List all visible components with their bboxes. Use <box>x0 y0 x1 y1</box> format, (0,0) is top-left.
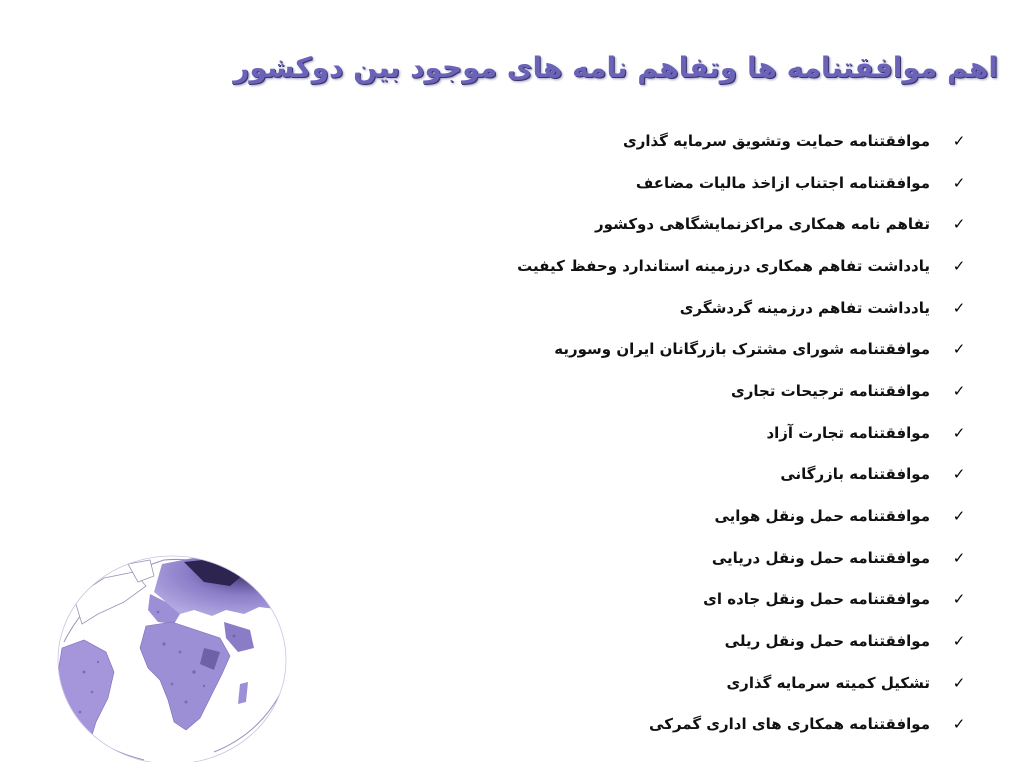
list-item-label: موافقتنامه تجارت آزاد <box>766 423 930 442</box>
list-item-label: موافقتنامه بازرگانی <box>780 465 930 484</box>
list-item <box>410 579 970 621</box>
list-item <box>410 245 970 287</box>
list-item-label: موافقتنامه حمل ونقل دریایی <box>711 548 930 567</box>
check-icon: ✓ <box>952 340 966 359</box>
globe-icon <box>54 552 294 762</box>
check-icon: ✓ <box>952 256 966 275</box>
list-item <box>410 162 970 204</box>
check-icon: ✓ <box>952 215 966 234</box>
list-item-label: موافقتنامه همکاری های اداری گمرکی <box>649 715 930 734</box>
list-item <box>410 370 970 412</box>
list-item <box>410 704 970 746</box>
check-icon: ✓ <box>952 423 966 442</box>
list-item <box>410 620 970 662</box>
list-item-label: موافقتنامه حمایت وتشویق سرمایه گذاری <box>622 131 930 150</box>
check-icon: ✓ <box>952 381 966 400</box>
list-item <box>410 328 970 370</box>
list-item <box>410 287 970 329</box>
list-item-label: تشکیل کمیته سرمایه گذاری <box>726 673 930 692</box>
list-item-label: موافقتنامه حمل ونقل ریلی <box>724 632 930 651</box>
check-icon: ✓ <box>952 173 966 192</box>
check-icon: ✓ <box>952 673 966 692</box>
list-item <box>410 662 970 704</box>
check-icon: ✓ <box>952 590 966 609</box>
list-item <box>410 537 970 579</box>
list-item-label: موافقتنامه حمل ونقل جاده ای <box>703 590 930 609</box>
list-item-label: موافقتنامه ترجیحات تجاری <box>730 381 930 400</box>
check-icon: ✓ <box>952 298 966 317</box>
slide-title: اهم موافقتنامه ها وتفاهم نامه های موجود بین دوکشور <box>233 51 998 84</box>
list-item-label: موافقتنامه اجتناب ازاخذ مالیات مضاعف <box>635 173 930 192</box>
list-item <box>410 120 970 162</box>
check-icon: ✓ <box>952 548 966 567</box>
list-item <box>410 412 970 454</box>
list-item-label: تفاهم نامه همکاری مراکزنمایشگاهی دوکشور <box>595 215 930 234</box>
check-icon: ✓ <box>952 507 966 526</box>
list-item <box>410 495 970 537</box>
list-item-label: موافقتنامه حمل ونقل هوایی <box>714 507 930 526</box>
check-icon: ✓ <box>952 715 966 734</box>
list-item-label: موافقتنامه شورای مشترک بازرگانان ایران وسوریه <box>554 340 930 359</box>
check-icon: ✓ <box>952 632 966 651</box>
list-item-label: یادداشت تفاهم درزمینه گردشگری <box>679 298 930 317</box>
list-item <box>410 454 970 496</box>
list-item-label: یادداشت تفاهم همکاری درزمینه استاندارد وحفظ کیفیت <box>517 256 930 275</box>
check-icon: ✓ <box>952 465 966 484</box>
list-item <box>410 203 970 245</box>
agreements-list <box>410 120 970 745</box>
check-icon: ✓ <box>952 131 966 150</box>
